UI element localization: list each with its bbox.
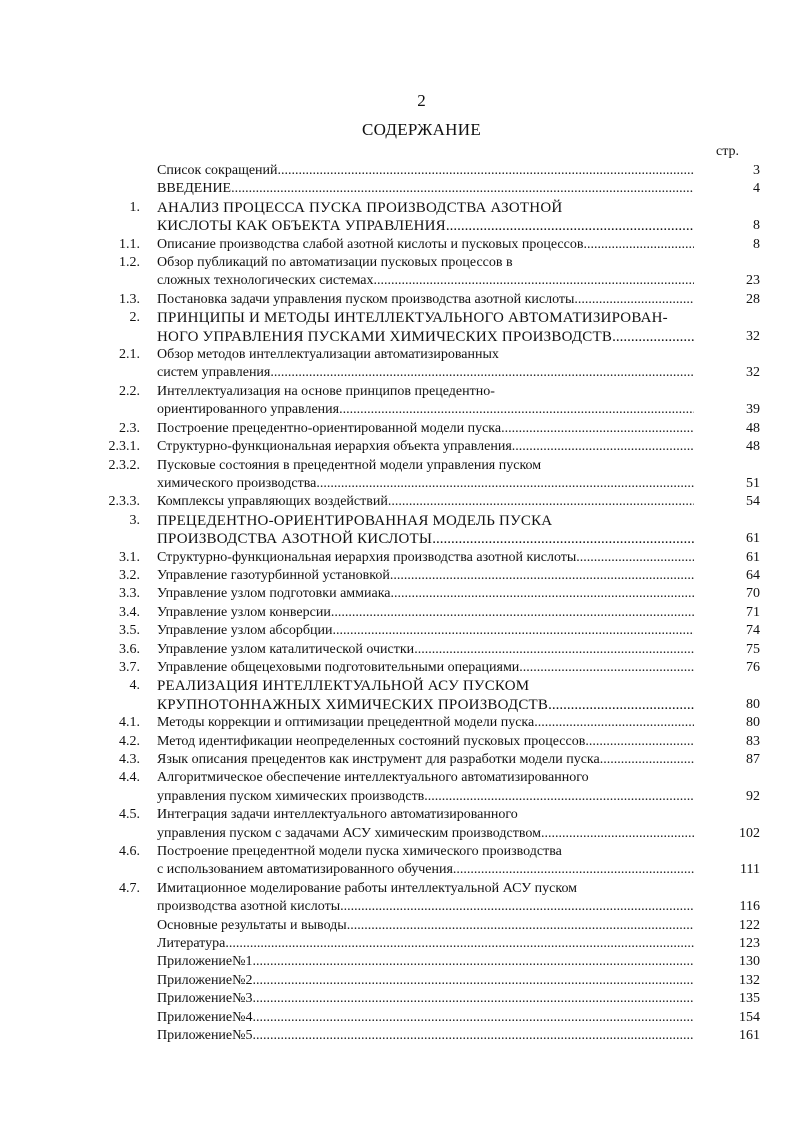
toc-entry-number: 1.2. (119, 255, 140, 271)
toc-entry-page: 80 (746, 696, 760, 712)
toc-entry-number: 3.6. (119, 641, 140, 657)
toc-entry-title: ПРОИЗВОДСТВА АЗОТНОЙ КИСЛОТЫ ..... (157, 530, 694, 548)
toc-entry-number: 4.1. (119, 715, 140, 731)
toc-entry-number: 3.1. (119, 549, 140, 565)
toc-entry-title: Обзор публикаций по автоматизации пусковых процессов в (157, 255, 513, 271)
toc-entry (95, 346, 760, 383)
toc-entry-title: сложных технологических системах ..... (157, 272, 694, 290)
toc-entry-title: производства азотной кислоты ..... (157, 898, 694, 916)
toc-entry-title: химического производства ..... (157, 475, 694, 493)
toc-entry-number: 4.7. (119, 880, 140, 896)
toc-entry (95, 769, 760, 806)
toc-entry (95, 604, 760, 622)
toc-entry-page: 87 (746, 752, 760, 767)
toc-entry-number: 3.3. (119, 586, 140, 602)
toc-entry-page: 61 (746, 549, 760, 565)
toc-entry (95, 493, 760, 511)
toc-entry-title: Обзор методов интеллектуализации автоматизированных (157, 347, 499, 363)
toc-entry (95, 733, 760, 751)
toc-entry-number: 4.3. (119, 752, 140, 767)
toc-entry-title: Управление узлом подготовки аммиака ..... (157, 585, 694, 603)
toc-entry-title: Приложение№2 ..... (157, 972, 694, 990)
toc-entry-page: 130 (739, 954, 760, 970)
toc-entry (95, 990, 760, 1008)
toc-entry-title: Язык описания прецедентов как инструмент для разработки модели пуска ..... (157, 751, 694, 769)
toc-entry-number: 4.4. (119, 770, 140, 786)
toc-entry-title: с использованием автоматизированного обучения ..... (157, 861, 694, 879)
toc-entry (95, 714, 760, 732)
toc-entry (95, 1009, 760, 1027)
toc-entry-title: ВВЕДЕНИЕ ..... (157, 180, 694, 198)
toc-entry-page: 83 (746, 733, 760, 749)
toc-entry (95, 1027, 760, 1045)
toc-entry-number: 1.1. (119, 236, 140, 252)
toc-entry (95, 309, 760, 346)
toc-entry-number: 2.3.1. (108, 439, 140, 455)
toc-entry-title: Интеграция задачи интеллектуального автоматизированного (157, 807, 518, 823)
toc-entry-page: 70 (746, 586, 760, 602)
toc-entry-title: Построение прецедентно-ориентированной модели пуска ..... (157, 420, 694, 438)
toc-entry-page: 154 (739, 1009, 760, 1025)
toc-entry-page: 23 (746, 273, 760, 289)
toc-entry-title: Приложение№5 ..... (157, 1027, 694, 1045)
toc-entry-title: Приложение№1 ..... (157, 953, 694, 971)
toc-entry (95, 180, 760, 198)
toc-entry-number: 3.2. (119, 567, 140, 583)
toc-entry-number: 2.3. (119, 420, 140, 436)
toc-entry (95, 677, 760, 714)
toc-entry-page: 76 (746, 659, 760, 675)
toc-entry-number: 1.3. (119, 291, 140, 307)
toc-entry-title: Методы коррекции и оптимизации прецедентной модели пуска ..... (157, 714, 694, 732)
toc-entry (95, 254, 760, 291)
toc-entry-title: Управление узлом абсорбции ..... (157, 622, 694, 640)
toc-entry (95, 659, 760, 677)
toc-entry-title: ПРИНЦИПЫ И МЕТОДЫ ИНТЕЛЛЕКТУАЛЬНОГО АВТОМАТИЗИРОВАН- (157, 310, 668, 327)
toc-entry-title: КИСЛОТЫ КАК ОБЪЕКТА УПРАВЛЕНИЯ ..... (157, 217, 694, 235)
toc-entry-page: 32 (746, 328, 760, 344)
toc-entry (95, 383, 760, 420)
table-of-contents (95, 162, 760, 1046)
toc-entry (95, 549, 760, 567)
toc-entry-page: 135 (739, 991, 760, 1007)
toc-entry (95, 953, 760, 971)
toc-entry (95, 438, 760, 456)
toc-entry-page: 161 (739, 1028, 760, 1044)
page-title: СОДЕРЖАНИЕ (361, 120, 482, 139)
toc-entry-title: Метод идентификации неопределенных состояний пусковых процессов ..... (157, 733, 694, 751)
toc-entry-number: 2.3.3. (108, 494, 140, 510)
toc-entry-page: 8 (753, 236, 760, 252)
toc-entry-page: 54 (746, 494, 760, 510)
toc-entry-title: Основные результаты и выводы ..... (157, 917, 694, 935)
toc-entry-number: 4.5. (119, 807, 140, 823)
toc-entry-title: Построение прецедентной модели пуска химического производства (157, 844, 562, 860)
toc-entry (95, 806, 760, 843)
toc-entry-page: 32 (746, 365, 760, 381)
toc-entry (95, 420, 760, 438)
toc-entry (95, 641, 760, 659)
toc-entry (95, 972, 760, 990)
toc-entry-title: Литература ..... (157, 935, 694, 953)
toc-entry-title: управления пуском химических производств ..... (157, 788, 694, 806)
toc-entry-number: 3. (129, 512, 140, 528)
toc-entry-title: Интеллектуализация на основе принципов прецедентно- (157, 383, 495, 399)
page-column-label: стр. (716, 144, 740, 159)
toc-entry-title: АНАЛИЗ ПРОЦЕССА ПУСКА ПРОИЗВОДСТВА АЗОТНОЙ (157, 199, 563, 216)
toc-entry-title: ориентированного управления ..... (157, 401, 694, 419)
toc-entry-page: 8 (753, 218, 760, 234)
toc-entry (95, 585, 760, 603)
toc-entry-page: 48 (746, 439, 760, 455)
toc-entry-page: 4 (753, 181, 760, 197)
toc-entry-page: 61 (746, 531, 760, 547)
toc-entry-title: Приложение№4 ..... (157, 1009, 694, 1027)
toc-entry-number: 2.1. (119, 347, 140, 363)
toc-entry-page: 116 (739, 899, 760, 915)
toc-entry (95, 880, 760, 917)
toc-entry-number: 3.4. (119, 604, 140, 620)
toc-entry-page: 48 (746, 420, 760, 436)
toc-entry (95, 935, 760, 953)
toc-entry (95, 843, 760, 880)
toc-entry-page: 75 (746, 641, 760, 657)
toc-entry-title: Пусковые состояния в прецедентной модели управления пуском (157, 457, 542, 473)
toc-entry (95, 457, 760, 494)
toc-entry-title: ПРЕЦЕДЕНТНО-ОРИЕНТИРОВАННАЯ МОДЕЛЬ ПУСКА (157, 512, 553, 529)
toc-entry-number: 2.2. (119, 383, 140, 399)
toc-entry-title: Комплексы управляющих воздействий ..... (157, 493, 694, 511)
toc-entry-page: 123 (739, 936, 760, 952)
toc-entry (95, 751, 760, 769)
toc-entry-page: 92 (746, 788, 760, 804)
toc-entry-page: 71 (746, 604, 760, 620)
toc-entry-number: 1. (129, 199, 140, 215)
toc-entry-title: Приложение№3 ..... (157, 990, 694, 1008)
toc-entry (95, 199, 760, 236)
toc-entry-title: Управление узлом конверсии ..... (157, 604, 694, 622)
toc-entry-page: 64 (746, 567, 760, 583)
toc-entry-page: 102 (739, 825, 760, 841)
toc-entry-title: Алгоритмическое обеспечение интеллектуального автоматизированного (157, 770, 589, 786)
toc-entry-title: Постановка задачи управления пуском производства азотной кислоты ..... (157, 291, 694, 309)
toc-entry (95, 917, 760, 935)
toc-entry-title: НОГО УПРАВЛЕНИЯ ПУСКАМИ ХИМИЧЕСКИХ ПРОИЗВОДСТВ ..... (157, 328, 694, 346)
toc-entry-number: 2.3.2. (108, 457, 140, 473)
toc-entry-page: 111 (740, 862, 760, 878)
toc-entry-title: управления пуском с задачами АСУ химическим производством ..... (157, 825, 694, 843)
toc-entry-title: систем управления ..... (157, 364, 694, 382)
toc-entry (95, 622, 760, 640)
toc-entry-title: Управление общецеховыми подготовительными операциями ..... (157, 659, 694, 677)
toc-entry-title: Список сокращений ..... (157, 162, 694, 180)
toc-entry-number: 4. (129, 678, 140, 694)
toc-entry-title: Управление узлом каталитической очистки ..... (157, 641, 694, 659)
toc-entry-title: РЕАЛИЗАЦИЯ ИНТЕЛЛЕКТУАЛЬНОЙ АСУ ПУСКОМ (157, 678, 530, 695)
toc-entry-title: Структурно-функциональная иерархия объекта управления ..... (157, 438, 694, 456)
toc-entry-title: Управление газотурбинной установкой ..... (157, 567, 694, 585)
toc-entry (95, 291, 760, 309)
toc-entry-title: Описание производства слабой азотной кислоты и пусковых процессов ..... (157, 236, 694, 254)
toc-entry-number: 4.6. (119, 844, 140, 860)
toc-entry-page: 122 (739, 917, 760, 933)
toc-entry-page: 51 (746, 475, 760, 491)
toc-entry-title: Имитационное моделирование работы интеллектуальной АСУ пуском (157, 880, 578, 896)
toc-entry (95, 567, 760, 585)
toc-entry-number: 3.5. (119, 623, 140, 639)
toc-entry-page: 28 (746, 291, 760, 307)
toc-entry-title: КРУПНОТОННАЖНЫХ ХИМИЧЕСКИХ ПРОИЗВОДСТВ ..... (157, 696, 694, 714)
toc-entry-page: 39 (746, 402, 760, 418)
toc-entry-number: 2. (129, 310, 140, 326)
toc-entry-number: 4.2. (119, 733, 140, 749)
toc-entry-page: 132 (739, 972, 760, 988)
toc-entry-page: 3 (753, 163, 760, 178)
page-number: 2 (417, 91, 426, 110)
toc-entry (95, 236, 760, 254)
toc-entry (95, 512, 760, 549)
toc-entry (95, 162, 760, 180)
toc-entry-page: 74 (746, 623, 760, 639)
toc-entry-number: 3.7. (119, 659, 140, 675)
toc-entry-page: 80 (746, 715, 760, 731)
toc-entry-title: Структурно-функциональная иерархия производства азотной кислоты ..... (157, 549, 694, 567)
